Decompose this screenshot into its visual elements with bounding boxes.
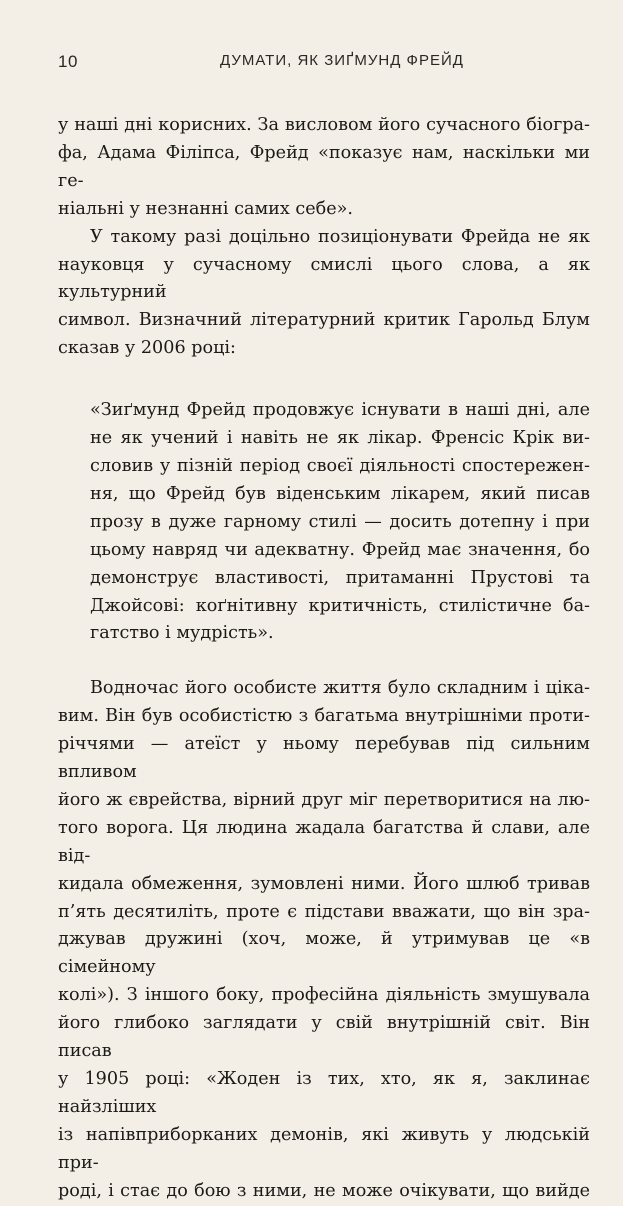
paragraph-2 [58,224,590,364]
text-line: із напівприборканих демонів, які живуть у людській при- [58,1124,590,1173]
text-line: його глибоко заглядати у свій внутрішній світ. Він писав [58,1013,590,1062]
page-content [58,112,590,1206]
text-line: Водночас його особисте життя було складним і ціка- [90,678,590,699]
page-number: 10 [58,52,78,71]
text-line: у наші дні корисних. За висловом його сучасного біогра- [58,115,590,135]
text-line: сказав у 2006 році: [58,338,236,359]
quote-line: прозу в дуже гарному стилі — досить дотепну і при [90,511,590,532]
text-line: джував дружині (хоч, може, й утримував це «в сімейному [58,929,590,978]
quote-line: не як учений і навіть не як лікар. Френсіс Крік ви- [90,428,590,449]
text-line: У такому разі доцільно позиціонувати Фрейда не як [90,226,590,247]
text-line: п’ять десятиліть, проте є підстави вважати, що він зра- [58,901,590,922]
running-head: ДУМАТИ, ЯК ЗИҐМУНД ФРЕЙД [220,52,464,69]
text-line: його ж єврейства, вірний друг міг перетворитися на лю- [58,789,590,810]
quote-line: демонструє властивості, притаманні Прустові та [90,567,590,588]
quote-line: ня, що Фрейд був віденським лікарем, який писав [90,483,590,504]
quote-line: Джойсові: коґнітивну критичність, стилістичне ба- [90,595,590,616]
text-line: символ. Визначний літературний критик Гарольд Блум [58,310,590,331]
block-quote [90,397,590,648]
text-line: того ворога. Ця людина жадала багатства й слави, але від- [58,817,590,866]
paragraph-1 [58,112,590,224]
quote-line: гатство і мудрість». [90,623,274,644]
quote-line: «Зиґмунд Фрейд продовжує існувати в наші дні, але [90,400,590,421]
text-line: науковця у сучасному смислі цього слова, а як культурний [58,254,590,303]
text-line: роді, і стає до бою з ними, не може очікувати, що вийде [58,1180,590,1201]
paragraph-3 [58,675,590,1205]
text-line: колі»). З іншого боку, професійна діяльність змушувала [58,985,590,1006]
text-line: у 1905 році: «Жоден із тих, хто, як я, заклинає найзліших [58,1069,590,1117]
text-line: кидала обмеження, зумовлені ними. Його шлюб тривав [58,873,590,894]
text-line: фа, Адама Філіпса, Фрейд «показує нам, наскільки ми ге- [58,142,590,191]
page-header [58,52,591,78]
quote-line: цьому навряд чи адекватну. Фрейд має значення, бо [90,539,590,560]
text-line: річчями — атеїст у ньому перебував під сильним впливом [58,734,590,783]
quote-line: словив у пізній період своєї діяльності спостережен- [90,455,590,476]
text-line: ніальні у незнанні самих себе». [58,198,354,219]
text-line: вим. Він був особистістю з багатьма внутрішніми проти- [58,706,590,727]
